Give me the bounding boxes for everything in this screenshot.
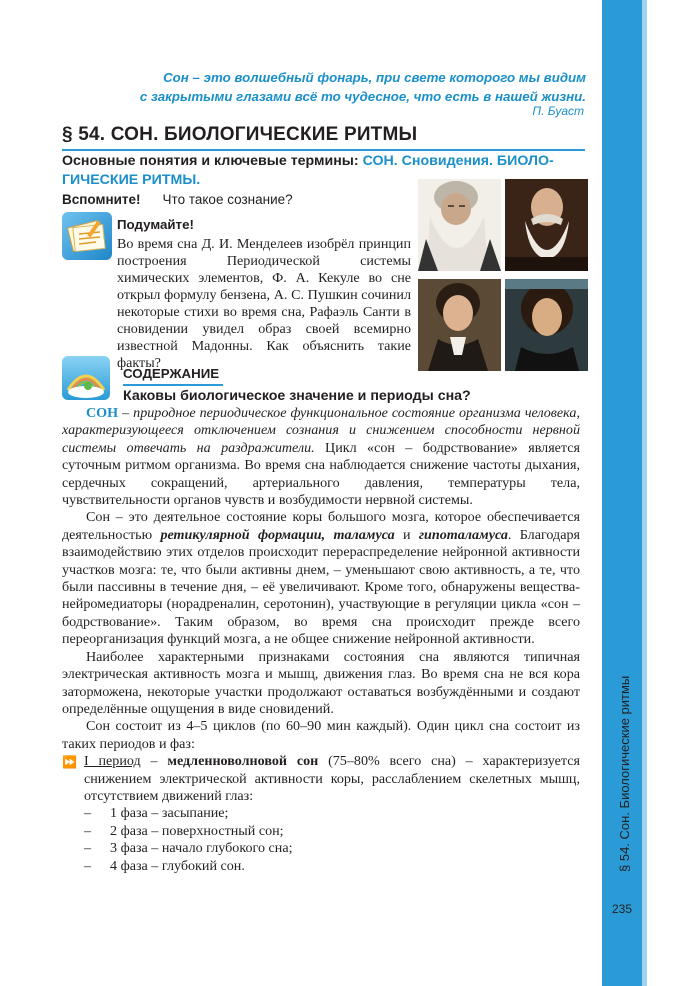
p2-c: . Благодаря взаимодействию этих отделов происходит перераспределение нейронной активности участков мозга: те, что были активны днем, – уменьшают свою активность, а те, что были пассивны в течение дня, – её увеличивают. Кроме того, обнаружены вещества-нейромедиаторы (норадреналин, серотонин), участвующие в регуляции цикла «сон – бодрствование». Таким образом, во время сна происходит прежде всего переорганизация функций мозга, а не общее снижение нейронной активности. (62, 526, 580, 648)
paragraph-cycles: Сон состоит из 4–5 циклов (по 60–90 мин каждый). Один цикл сна состоит из таких периодов и фаз: (62, 718, 580, 752)
p2-b: и (394, 526, 419, 543)
title-rule (62, 149, 585, 151)
paragraph-definition (62, 405, 580, 509)
notebook-icon (62, 212, 112, 260)
portrait-raphael (505, 279, 588, 371)
portrait-mendeleev (418, 179, 501, 271)
recall-label: Вспомните! (62, 192, 141, 207)
section-question: Каковы биологическое значение и периоды сна? (123, 388, 471, 404)
think-text: Во время сна Д. И. Менделеев изобрёл принцип построения Периодической системы химических элементов, Ф. А. Кекуле во сне открыл формулу бензена, А. С. Пушкин сочинил некоторые стихи во время сна, Рафаэль Санти в сновидении увидел образ своей всемирно известной Мадонны. Как объяснить такие факты? (117, 236, 411, 371)
key-terms-label: Основные понятия и ключевые термины: (62, 153, 363, 169)
period-desc: (75–80% всего сна) – характеризуется снижением электрической активности коры, расслаблением скелетных мышц, отсутствием движений глаз: (84, 753, 580, 804)
phase-text: 2 фаза – поверхностный сон; (110, 822, 284, 839)
definition-text: природное периодическое функциональное состояние организма человека, характеризующееся отключением сознания и снижением способности нервной системы отвечать на раздражители. (62, 405, 580, 456)
paragraph-signs: Наиболее характерными признаками состояния сна являются типичная электрическая активность мозга и мышц, движения глаз. Во время сна не вся кора заторможена, некоторые участки продолжают оставаться возбуждёнными и создают определённые ощущения в виде сновидений. (62, 648, 580, 717)
content-icon (62, 356, 110, 400)
term-hypothalamus: гипоталамуса (418, 526, 508, 543)
p2-a: Сон – это деятельное состояние коры большого мозга, которое обеспечивается деятельностью (62, 509, 580, 543)
epigraph-line-1: Сон – это волшебный фонарь, при свете которого мы видим (163, 70, 586, 85)
body-text (62, 405, 580, 875)
term-reticular: ретикулярной формации, таламуса (160, 526, 395, 543)
think-heading: Подумайте! (117, 217, 194, 232)
paragraph-brain-activity (62, 509, 580, 648)
portrait-gallery (418, 179, 588, 371)
epigraph-line-2: с закрытыми глазами всё то чудесное, что есть в нашей жизни. (139, 89, 586, 104)
epigraph-author: П. Буаст (532, 104, 584, 118)
term-son: СОН (86, 405, 119, 421)
page-number: 235 (612, 902, 633, 916)
page-title: § 54. СОН. БИОЛОГИЧЕСКИЕ РИТМЫ (62, 124, 418, 145)
recall-block (62, 192, 293, 207)
phase-dash: – (84, 840, 92, 857)
recall-question: Что такое сознание? (162, 192, 293, 207)
period-label: I период (84, 753, 141, 770)
phase-dash: – (84, 857, 92, 874)
phase-dash: – (84, 822, 92, 839)
portrait-pushkin (418, 279, 501, 371)
portrait-kekule (505, 179, 588, 271)
phase-item (62, 840, 580, 857)
phase-item (62, 805, 580, 822)
sidebar-stripe (642, 0, 647, 986)
p1-rest: Цикл «сон – бодрствование» является суточным ритмом организма. Во время сна наблюдается снижение частоты дыхания, сердечных сокращений, артериального давления, температуры тела, чувствительности органов чувств и возбудимости нервной системы. (62, 439, 581, 509)
phase-dash: – (84, 805, 92, 822)
key-terms-list: СОН. Сновидения. БИОЛО-ГИЧЕСКИЕ РИТМЫ. (62, 153, 554, 188)
phase-text: 3 фаза – начало глубокого сна; (110, 840, 293, 857)
epigraph (140, 68, 586, 106)
period-1-item (62, 753, 580, 805)
phase-text: 1 фаза – засыпание; (110, 805, 229, 822)
section-heading: СОДЕРЖАНИЕ (123, 366, 220, 381)
sidebar-title: § 54. Сон. Биологические ритмы (617, 675, 632, 872)
phase-item (62, 858, 580, 875)
period-dash: – (140, 753, 168, 770)
period-name: медленноволновой сон (167, 753, 319, 770)
phase-text: 4 фаза – глубокий сон. (110, 857, 245, 874)
phase-item (62, 823, 580, 840)
double-arrow-icon: ⏩ (62, 755, 77, 770)
p1-dash: – (118, 405, 134, 421)
section-rule (123, 384, 223, 386)
